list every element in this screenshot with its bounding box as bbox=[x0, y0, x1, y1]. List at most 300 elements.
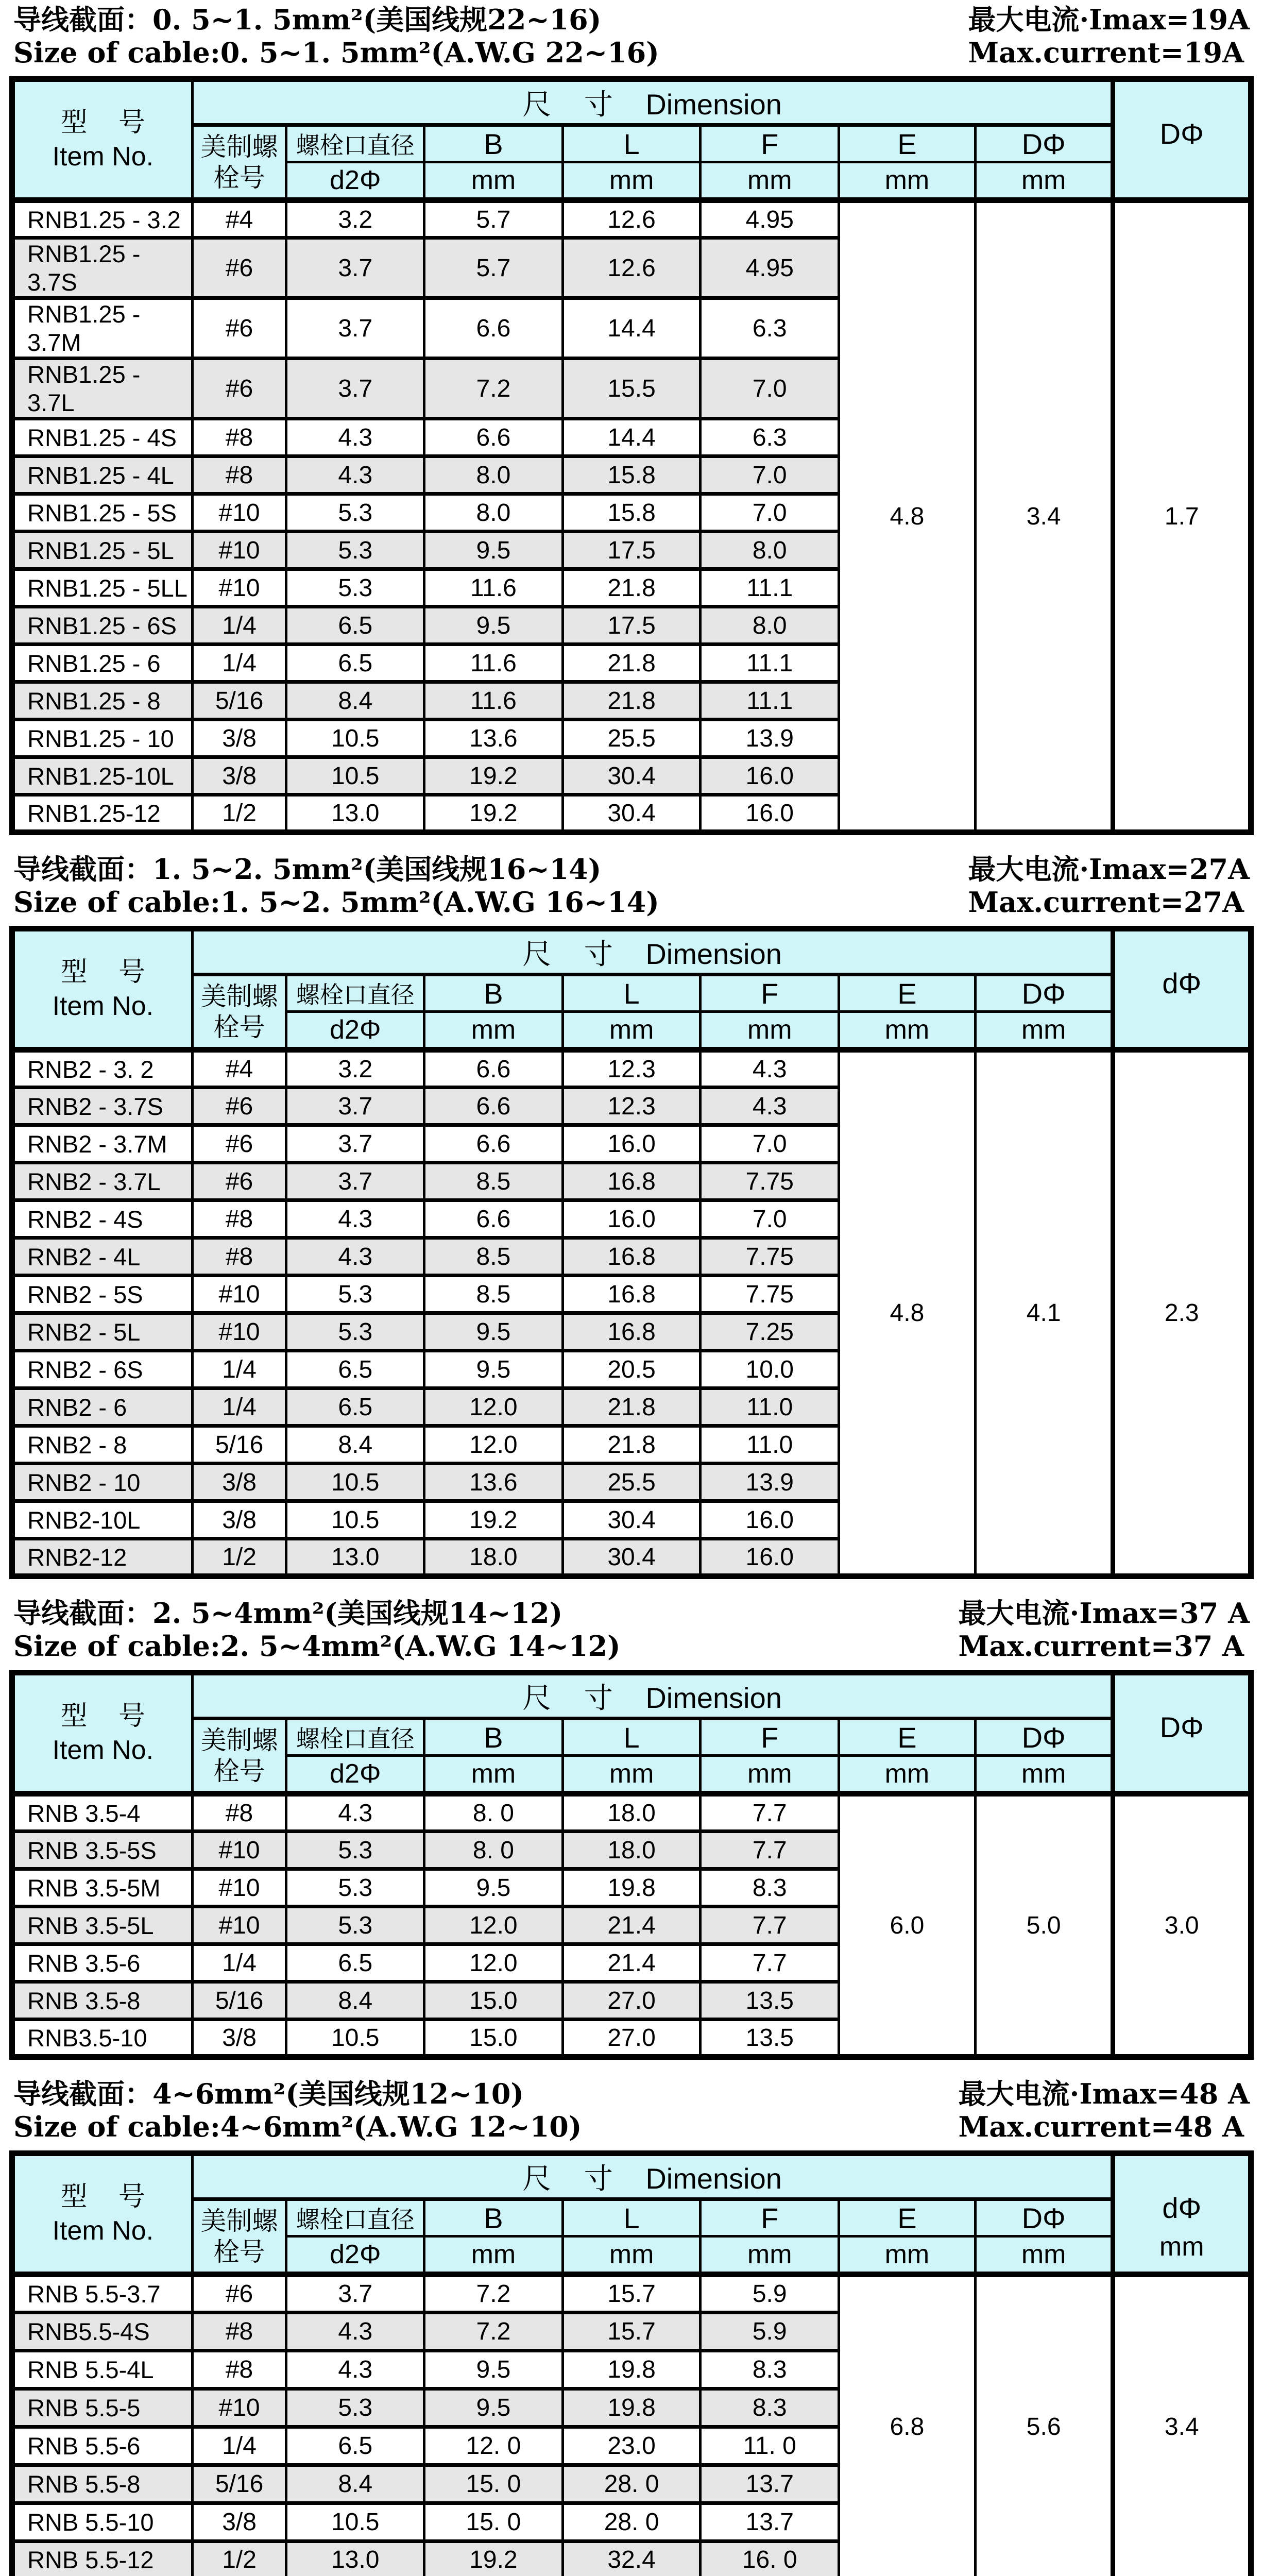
cell-bolt: #10 bbox=[192, 532, 286, 569]
cell-bolt: 1/4 bbox=[192, 645, 286, 682]
unit-mm: mm bbox=[975, 2236, 1113, 2275]
cell-item: RNB 3.5-5M bbox=[12, 1869, 193, 1907]
cell-F: 7.25 bbox=[701, 1313, 839, 1351]
d-small-phi-label: dΦ bbox=[1115, 2188, 1248, 2227]
cell-B: 18.0 bbox=[424, 1539, 563, 1577]
max-current-cn: 最大电流·Imax=48 A bbox=[959, 2077, 1250, 2110]
cell-L: 12.6 bbox=[562, 238, 701, 298]
cell-B: 8.5 bbox=[424, 1276, 563, 1313]
cell-item: RNB1.25-12 bbox=[12, 795, 193, 833]
cell-bolt: #10 bbox=[192, 1907, 286, 1944]
col-header-item-no bbox=[12, 79, 193, 200]
cell-d2: 5.3 bbox=[286, 494, 424, 532]
spacer bbox=[1115, 2156, 1248, 2188]
cell-B: 19.2 bbox=[424, 1501, 563, 1539]
unit-mm: mm bbox=[424, 1756, 563, 1794]
cell-F: 7.0 bbox=[701, 494, 839, 532]
unit-mm: mm bbox=[424, 162, 563, 200]
cell-d2: 8.4 bbox=[286, 2465, 424, 2503]
cell-L: 20.5 bbox=[562, 1351, 701, 1388]
cell-bolt: 1/2 bbox=[192, 795, 286, 833]
cable-size-titles bbox=[13, 2077, 582, 2143]
cell-F: 16.0 bbox=[701, 757, 839, 795]
header-row-2 bbox=[12, 1719, 1251, 1756]
cell-bolt: 5/16 bbox=[192, 682, 286, 720]
cell-item: RNB2 - 4L bbox=[12, 1238, 193, 1276]
bolt-size-label-l1: 美制螺 bbox=[194, 131, 285, 162]
cell-L: 21.8 bbox=[562, 1426, 701, 1464]
cell-d2: 3.7 bbox=[286, 1163, 424, 1200]
cell-d2: 6.5 bbox=[286, 1351, 424, 1388]
table-body bbox=[12, 200, 1251, 833]
col-header-D-phi: DΦ bbox=[975, 2199, 1113, 2236]
cell-item: RNB2 - 5L bbox=[12, 1313, 193, 1351]
cell-B: 6.6 bbox=[424, 1200, 563, 1238]
item-no-label-cn: 型 号 bbox=[15, 955, 191, 989]
cell-B: 8. 0 bbox=[424, 1794, 563, 1832]
cell-B: 13.6 bbox=[424, 1464, 563, 1501]
cell-L: 25.5 bbox=[562, 1464, 701, 1501]
section-rnb2 bbox=[9, 853, 1254, 1579]
cell-B: 19.2 bbox=[424, 795, 563, 833]
max-current-labels bbox=[968, 3, 1252, 69]
cell-bolt: 3/8 bbox=[192, 2503, 286, 2541]
cell-bolt: #6 bbox=[192, 238, 286, 298]
cell-F: 7.75 bbox=[701, 1276, 839, 1313]
cell-d2: 3.7 bbox=[286, 1125, 424, 1163]
cell-d2: 6.5 bbox=[286, 2427, 424, 2465]
cell-F: 8.3 bbox=[701, 2389, 839, 2427]
cell-d2: 13.0 bbox=[286, 795, 424, 833]
cell-item: RNB1.25 - 6S bbox=[12, 607, 193, 645]
cell-d2: 8.4 bbox=[286, 1982, 424, 2020]
cell-F: 11.0 bbox=[701, 1388, 839, 1426]
cell-B: 8. 0 bbox=[424, 1832, 563, 1869]
cell-d2: 13.0 bbox=[286, 2541, 424, 2576]
cell-F: 8.3 bbox=[701, 1869, 839, 1907]
cell-item: RNB1.25 - 4L bbox=[12, 456, 193, 494]
cell-L: 21.4 bbox=[562, 1944, 701, 1982]
cell-B: 11.6 bbox=[424, 569, 563, 607]
cell-item: RNB2 - 4S bbox=[12, 1200, 193, 1238]
table-row bbox=[12, 2275, 1251, 2313]
col-header-d-small-phi bbox=[1113, 929, 1251, 1050]
cable-size-titles bbox=[13, 853, 659, 919]
unit-mm: mm bbox=[701, 1012, 839, 1050]
item-no-label-en: Item No. bbox=[15, 1733, 191, 1767]
cell-L: 15.7 bbox=[562, 2275, 701, 2313]
cell-d2: 4.3 bbox=[286, 1794, 424, 1832]
cell-L: 19.8 bbox=[562, 2351, 701, 2389]
cell-item: RNB2 - 10 bbox=[12, 1464, 193, 1501]
bolt-size-label-l2: 栓号 bbox=[194, 1756, 285, 1787]
table-row bbox=[12, 1050, 1251, 1088]
table-head bbox=[12, 1673, 1251, 1794]
cell-L: 15.7 bbox=[562, 2313, 701, 2351]
cell-item: RNB2-12 bbox=[12, 1539, 193, 1577]
table-head bbox=[12, 79, 1251, 200]
cell-L: 12.6 bbox=[562, 200, 701, 238]
unit-mm: mm bbox=[424, 2236, 563, 2275]
cell-item: RNB2 - 6S bbox=[12, 1351, 193, 1388]
col-header-B: B bbox=[424, 1719, 563, 1756]
cell-L: 15.8 bbox=[562, 494, 701, 532]
cell-F: 10.0 bbox=[701, 1351, 839, 1388]
cell-F: 11. 0 bbox=[701, 2427, 839, 2465]
col-header-hole-dia: 螺栓口直径 bbox=[286, 975, 424, 1012]
cell-B: 15. 0 bbox=[424, 2465, 563, 2503]
cell-B: 15. 0 bbox=[424, 2503, 563, 2541]
max-current-en: Max.current=48 A bbox=[959, 2110, 1250, 2143]
section-header bbox=[9, 2077, 1254, 2150]
merged-cell-e: 6.8 bbox=[839, 2275, 976, 2576]
cell-B: 5.7 bbox=[424, 238, 563, 298]
cell-L: 27.0 bbox=[562, 2020, 701, 2057]
cell-item: RNB1.25 - 3.2 bbox=[12, 200, 193, 238]
max-current-labels bbox=[959, 2077, 1252, 2143]
cell-F: 4.95 bbox=[701, 238, 839, 298]
cell-B: 15.0 bbox=[424, 1982, 563, 2020]
dimension-span-header: 尺 寸 Dimension bbox=[192, 2154, 1113, 2199]
bolt-size-label-l2: 栓号 bbox=[194, 2236, 285, 2267]
table-body bbox=[12, 1794, 1251, 2057]
col-header-L: L bbox=[562, 125, 701, 162]
cell-F: 7.0 bbox=[701, 456, 839, 494]
col-header-E: E bbox=[839, 125, 976, 162]
cell-d2: 4.3 bbox=[286, 1238, 424, 1276]
cell-F: 4.95 bbox=[701, 200, 839, 238]
cell-B: 19.2 bbox=[424, 757, 563, 795]
unit-mm: mm bbox=[562, 162, 701, 200]
cell-bolt: #10 bbox=[192, 494, 286, 532]
cell-F: 7.0 bbox=[701, 1200, 839, 1238]
cell-item: RNB3.5-10 bbox=[12, 2020, 193, 2057]
max-current-en: Max.current=19A bbox=[968, 36, 1250, 69]
spec-table-rnb1-25 bbox=[9, 76, 1254, 835]
cell-L: 27.0 bbox=[562, 1982, 701, 2020]
cell-F: 16.0 bbox=[701, 1539, 839, 1577]
section-header bbox=[9, 853, 1254, 926]
cell-d2: 6.5 bbox=[286, 1388, 424, 1426]
cell-item: RNB1.25 - 10 bbox=[12, 720, 193, 757]
cell-item: RNB2 - 3. 2 bbox=[12, 1050, 193, 1088]
hole-dia-sub: d2Φ bbox=[286, 162, 424, 200]
cell-L: 28. 0 bbox=[562, 2465, 701, 2503]
cell-L: 12.3 bbox=[562, 1088, 701, 1125]
cell-F: 16.0 bbox=[701, 795, 839, 833]
cell-item: RNB 5.5-10 bbox=[12, 2503, 193, 2541]
cell-item: RNB 5.5-6 bbox=[12, 2427, 193, 2465]
hole-dia-sub: d2Φ bbox=[286, 1756, 424, 1794]
cell-L: 16.8 bbox=[562, 1276, 701, 1313]
cell-F: 13.7 bbox=[701, 2465, 839, 2503]
cable-size-cn: 导线截面：0. 5~1. 5mm²(美国线规22~16) bbox=[13, 3, 659, 36]
cell-bolt: 1/4 bbox=[192, 2427, 286, 2465]
cell-d2: 5.3 bbox=[286, 1313, 424, 1351]
cell-L: 21.8 bbox=[562, 1388, 701, 1426]
cell-L: 15.5 bbox=[562, 359, 701, 419]
merged-cell-last: 2.3 bbox=[1113, 1050, 1251, 1577]
col-header-d-small-phi bbox=[1113, 79, 1251, 200]
cell-d2: 3.7 bbox=[286, 359, 424, 419]
col-header-d-small-phi bbox=[1113, 1673, 1251, 1794]
merged-cell-last: 1.7 bbox=[1113, 200, 1251, 833]
col-header-B: B bbox=[424, 125, 563, 162]
spec-table-rnb2 bbox=[9, 926, 1254, 1579]
unit-mm: mm bbox=[839, 1012, 976, 1050]
cell-F: 7.7 bbox=[701, 1944, 839, 1982]
cell-item: RNB2-10L bbox=[12, 1501, 193, 1539]
merged-cell-e: 6.0 bbox=[839, 1794, 976, 2057]
max-current-cn: 最大电流·Imax=37 A bbox=[959, 1597, 1250, 1630]
col-header-F: F bbox=[701, 125, 839, 162]
dimension-span-header: 尺 寸 Dimension bbox=[192, 79, 1113, 125]
cell-item: RNB2 - 3.7L bbox=[12, 1163, 193, 1200]
cell-L: 15.8 bbox=[562, 456, 701, 494]
header-row-1 bbox=[12, 1673, 1251, 1719]
cell-bolt: #8 bbox=[192, 419, 286, 456]
cell-d2: 10.5 bbox=[286, 2503, 424, 2541]
cell-L: 16.0 bbox=[562, 1125, 701, 1163]
unit-mm: mm bbox=[562, 1012, 701, 1050]
cell-F: 7.75 bbox=[701, 1163, 839, 1200]
col-header-E: E bbox=[839, 2199, 976, 2236]
cell-d2: 3.7 bbox=[286, 1088, 424, 1125]
spec-table-rnb5-5 bbox=[9, 2150, 1254, 2576]
spacer bbox=[1115, 82, 1248, 114]
cell-d2: 4.3 bbox=[286, 456, 424, 494]
cell-d2: 10.5 bbox=[286, 1464, 424, 1501]
cell-B: 6.6 bbox=[424, 419, 563, 456]
cell-item: RNB1.25 - 5L bbox=[12, 532, 193, 569]
col-header-bolt-size bbox=[192, 1719, 286, 1794]
cell-bolt: 5/16 bbox=[192, 1426, 286, 1464]
d-small-phi-label: DΦ bbox=[1115, 1707, 1248, 1747]
cell-F: 11.0 bbox=[701, 1426, 839, 1464]
cell-bolt: #4 bbox=[192, 1050, 286, 1088]
cell-item: RNB 5.5-5 bbox=[12, 2389, 193, 2427]
cell-F: 13.9 bbox=[701, 1464, 839, 1501]
cell-item: RNB1.25 - 4S bbox=[12, 419, 193, 456]
col-header-item-no bbox=[12, 929, 193, 1050]
cell-F: 11.1 bbox=[701, 645, 839, 682]
cell-bolt: #10 bbox=[192, 2389, 286, 2427]
cell-L: 30.4 bbox=[562, 1501, 701, 1539]
cell-F: 7.7 bbox=[701, 1794, 839, 1832]
cell-B: 6.6 bbox=[424, 298, 563, 359]
cell-B: 8.0 bbox=[424, 494, 563, 532]
cell-F: 6.3 bbox=[701, 419, 839, 456]
cell-bolt: #8 bbox=[192, 456, 286, 494]
cell-L: 18.0 bbox=[562, 1794, 701, 1832]
cell-bolt: 3/8 bbox=[192, 1501, 286, 1539]
cell-B: 6.6 bbox=[424, 1050, 563, 1088]
cell-d2: 8.4 bbox=[286, 682, 424, 720]
cell-F: 16.0 bbox=[701, 1501, 839, 1539]
cell-B: 9.5 bbox=[424, 2351, 563, 2389]
col-header-L: L bbox=[562, 1719, 701, 1756]
header-row-1 bbox=[12, 929, 1251, 975]
cell-d2: 4.3 bbox=[286, 2313, 424, 2351]
bolt-size-label-l1: 美制螺 bbox=[194, 1725, 285, 1756]
cell-bolt: #6 bbox=[192, 359, 286, 419]
table-body bbox=[12, 2275, 1251, 2576]
cell-bolt: 5/16 bbox=[192, 1982, 286, 2020]
cell-item: RNB 5.5-12 bbox=[12, 2541, 193, 2576]
cell-item: RNB 5.5-4L bbox=[12, 2351, 193, 2389]
cell-item: RNB1.25 - 8 bbox=[12, 682, 193, 720]
cell-L: 16.8 bbox=[562, 1238, 701, 1276]
cell-B: 9.5 bbox=[424, 1313, 563, 1351]
cell-F: 7.75 bbox=[701, 1238, 839, 1276]
cell-F: 11.1 bbox=[701, 569, 839, 607]
cell-bolt: #8 bbox=[192, 1794, 286, 1832]
cell-bolt: 1/4 bbox=[192, 1388, 286, 1426]
cell-item: RNB 3.5-5L bbox=[12, 1907, 193, 1944]
cell-F: 13.5 bbox=[701, 1982, 839, 2020]
cell-d2: 4.3 bbox=[286, 1200, 424, 1238]
spacer bbox=[1115, 1675, 1248, 1707]
table-head bbox=[12, 929, 1251, 1050]
cell-item: RNB 3.5-8 bbox=[12, 1982, 193, 2020]
cell-d2: 5.3 bbox=[286, 1832, 424, 1869]
cell-F: 4.3 bbox=[701, 1088, 839, 1125]
cable-size-cn: 导线截面：1. 5~2. 5mm²(美国线规16~14) bbox=[13, 853, 659, 886]
cell-B: 9.5 bbox=[424, 532, 563, 569]
cell-bolt: #6 bbox=[192, 298, 286, 359]
d-small-phi-label: dΦ bbox=[1115, 963, 1248, 1003]
cell-item: RNB2 - 3.7M bbox=[12, 1125, 193, 1163]
cell-F: 6.3 bbox=[701, 298, 839, 359]
cell-F: 8.0 bbox=[701, 532, 839, 569]
cable-size-titles bbox=[13, 3, 659, 69]
cell-item: RNB5.5-4S bbox=[12, 2313, 193, 2351]
d-small-phi-unit bbox=[1115, 153, 1248, 192]
cell-item: RNB1.25-10L bbox=[12, 757, 193, 795]
hole-dia-sub: d2Φ bbox=[286, 2236, 424, 2275]
header-row-2 bbox=[12, 125, 1251, 162]
cell-B: 11.6 bbox=[424, 682, 563, 720]
bolt-size-label-l1: 美制螺 bbox=[194, 981, 285, 1012]
cell-d2: 3.2 bbox=[286, 200, 424, 238]
cell-bolt: 3/8 bbox=[192, 757, 286, 795]
merged-cell-dphi: 3.4 bbox=[975, 200, 1113, 833]
cell-item: RNB2 - 6 bbox=[12, 1388, 193, 1426]
cell-bolt: #6 bbox=[192, 1088, 286, 1125]
d-small-phi-unit bbox=[1115, 1747, 1248, 1786]
cell-F: 7.0 bbox=[701, 359, 839, 419]
unit-mm: mm bbox=[839, 162, 976, 200]
cell-B: 8.5 bbox=[424, 1238, 563, 1276]
d-small-phi-label: DΦ bbox=[1115, 114, 1248, 153]
section-rnb3-5 bbox=[9, 1597, 1254, 2060]
cell-F: 13.5 bbox=[701, 2020, 839, 2057]
cell-bolt: 1/4 bbox=[192, 607, 286, 645]
max-current-en: Max.current=37 A bbox=[959, 1630, 1250, 1663]
cell-item: RNB2 - 5S bbox=[12, 1276, 193, 1313]
col-header-D-phi: DΦ bbox=[975, 975, 1113, 1012]
cell-d2: 13.0 bbox=[286, 1539, 424, 1577]
col-header-hole-dia: 螺栓口直径 bbox=[286, 125, 424, 162]
cell-bolt: #8 bbox=[192, 1200, 286, 1238]
col-header-L: L bbox=[562, 2199, 701, 2236]
cable-size-en: Size of cable:2. 5~4mm²(A.W.G 14~12) bbox=[13, 1630, 621, 1663]
cell-L: 19.8 bbox=[562, 1869, 701, 1907]
cell-B: 9.5 bbox=[424, 1869, 563, 1907]
col-header-item-no bbox=[12, 2154, 193, 2275]
cell-F: 7.0 bbox=[701, 1125, 839, 1163]
col-header-d-small-phi bbox=[1113, 2154, 1251, 2275]
col-header-F: F bbox=[701, 1719, 839, 1756]
cable-size-en: Size of cable:4~6mm²(A.W.G 12~10) bbox=[13, 2110, 582, 2143]
dimension-span-header: 尺 寸 Dimension bbox=[192, 929, 1113, 975]
cell-F: 5.9 bbox=[701, 2313, 839, 2351]
cell-B: 5.7 bbox=[424, 200, 563, 238]
cell-B: 7.2 bbox=[424, 359, 563, 419]
unit-mm: mm bbox=[975, 1756, 1113, 1794]
section-header bbox=[9, 3, 1254, 76]
header-row-2 bbox=[12, 975, 1251, 1012]
d-small-phi-unit: mm bbox=[1115, 2227, 1248, 2266]
merged-cell-dphi: 5.6 bbox=[975, 2275, 1113, 2576]
bolt-size-label-l2: 栓号 bbox=[194, 162, 285, 193]
cell-B: 7.2 bbox=[424, 2313, 563, 2351]
cell-bolt: 1/4 bbox=[192, 1944, 286, 1982]
col-header-item-no bbox=[12, 1673, 193, 1794]
cell-bolt: 1/2 bbox=[192, 2541, 286, 2576]
cell-L: 16.0 bbox=[562, 1200, 701, 1238]
cable-size-titles bbox=[13, 1597, 621, 1663]
cell-L: 16.8 bbox=[562, 1163, 701, 1200]
cell-d2: 5.3 bbox=[286, 532, 424, 569]
cell-F: 7.7 bbox=[701, 1832, 839, 1869]
unit-mm: mm bbox=[975, 162, 1113, 200]
col-header-hole-dia: 螺栓口直径 bbox=[286, 1719, 424, 1756]
cable-size-en: Size of cable:0. 5~1. 5mm²(A.W.G 22~16) bbox=[13, 36, 659, 69]
cell-item: RNB1.25 - 3.7L bbox=[12, 359, 193, 419]
cell-d2: 3.7 bbox=[286, 238, 424, 298]
unit-mm: mm bbox=[975, 1012, 1113, 1050]
cell-item: RNB 3.5-6 bbox=[12, 1944, 193, 1982]
item-no-label-en: Item No. bbox=[15, 140, 191, 174]
cell-bolt: 3/8 bbox=[192, 720, 286, 757]
cell-B: 19.2 bbox=[424, 2541, 563, 2576]
cell-bolt: #10 bbox=[192, 1313, 286, 1351]
cell-item: RNB 3.5-4 bbox=[12, 1794, 193, 1832]
cell-B: 9.5 bbox=[424, 607, 563, 645]
max-current-labels bbox=[959, 1597, 1252, 1663]
cable-size-cn: 导线截面：2. 5~4mm²(美国线规14~12) bbox=[13, 1597, 621, 1630]
cell-L: 23.0 bbox=[562, 2427, 701, 2465]
cell-d2: 3.7 bbox=[286, 2275, 424, 2313]
dimension-span-header: 尺 寸 Dimension bbox=[192, 1673, 1113, 1719]
cell-bolt: #4 bbox=[192, 200, 286, 238]
cell-L: 21.8 bbox=[562, 682, 701, 720]
col-header-bolt-size bbox=[192, 2199, 286, 2275]
cell-F: 7.7 bbox=[701, 1907, 839, 1944]
cell-B: 12.0 bbox=[424, 1388, 563, 1426]
unit-mm: mm bbox=[701, 162, 839, 200]
cell-B: 9.5 bbox=[424, 1351, 563, 1388]
cell-F: 11.1 bbox=[701, 682, 839, 720]
cell-B: 13.6 bbox=[424, 720, 563, 757]
spec-table-rnb3-5 bbox=[9, 1670, 1254, 2060]
cell-B: 7.2 bbox=[424, 2275, 563, 2313]
cell-B: 8.5 bbox=[424, 1163, 563, 1200]
cell-d2: 6.5 bbox=[286, 1944, 424, 1982]
cell-L: 30.4 bbox=[562, 795, 701, 833]
cable-size-en: Size of cable:1. 5~2. 5mm²(A.W.G 16~14) bbox=[13, 886, 659, 919]
